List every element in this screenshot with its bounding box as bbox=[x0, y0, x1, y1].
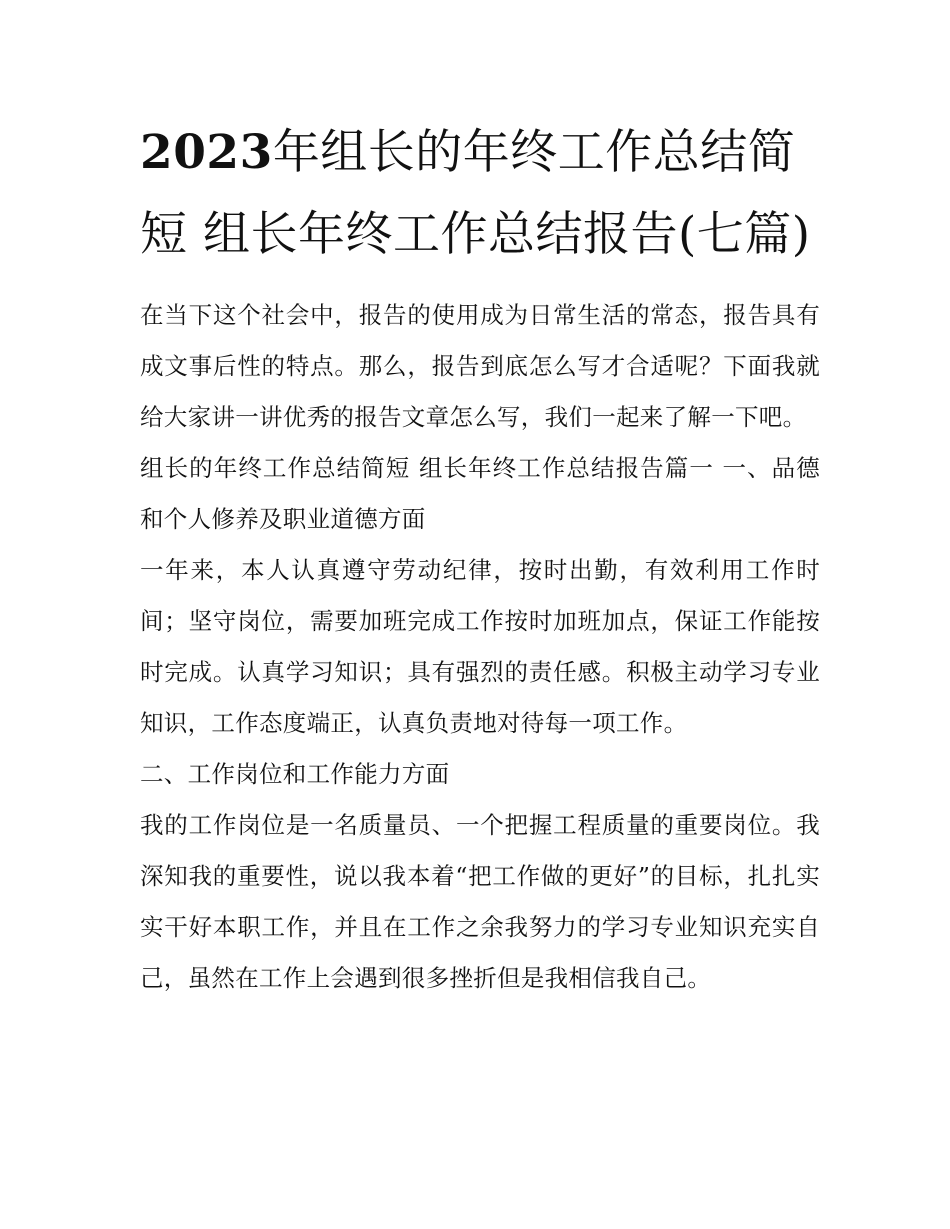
document-title bbox=[140, 112, 820, 276]
intro-paragraph: 在当下这个社会中，报告的使用成为日常生活的常态，报告具有成文事后性的特点。那么，报告到底怎么写才合适呢？下面我就给大家讲一讲优秀的报告文章怎么写，我们一起来了解一下吧。 bbox=[140, 301, 820, 431]
section-heading-1: 组长的年终工作总结简短 组长年终工作总结报告篇一 一、品德和个人修养及职业道德方面 bbox=[140, 454, 820, 533]
title-year: 2023 bbox=[140, 125, 273, 180]
body-paragraph-2: 我的工作岗位是一名质量员、一个把握工程质量的重要岗位。我深知我的重要性，说以我本着“把工作做的更好”的目标，扎扎实实干好本职工作，并且在工作之余我努力的学习专业知识充实自己，虽然在工作上会遇到很多挫折但是我相信我自己。 bbox=[140, 811, 820, 992]
body-paragraph-1: 一年来，本人认真遵守劳动纪律，按时出勤，有效利用工作时间；坚守岗位，需要加班完成工作按时加班加点，保证工作能按时完成。认真学习知识；具有强烈的责任感。积极主动学习专业知识，工作态度端正，认真负责地对待每一项工作。 bbox=[140, 556, 820, 737]
document-page bbox=[140, 112, 820, 1004]
title-text: 年组长的年终工作总结简短 组长年终工作总结报告(七篇) bbox=[140, 125, 811, 262]
section-heading-2: 二、工作岗位和工作能力方面 bbox=[140, 760, 450, 788]
